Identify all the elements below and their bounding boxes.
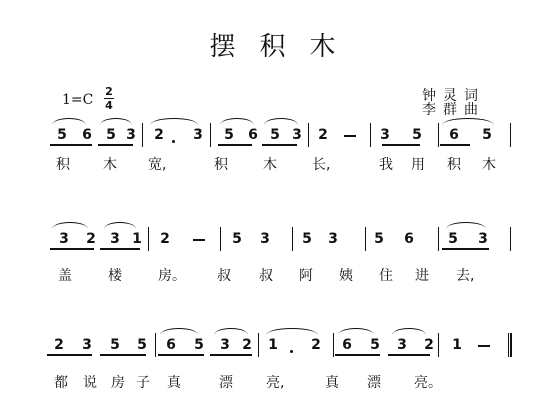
barline [510,123,511,147]
eighth-underline [440,144,470,146]
held-dash [478,345,490,347]
jianpu-note: 3 [478,231,488,247]
barline [292,227,293,251]
barline [210,123,211,147]
lyric-syllable: 姨 [339,268,353,284]
barline [155,333,156,357]
final-barline [508,333,512,357]
eighth-underline [262,144,297,146]
jianpu-note: 5 [370,337,380,353]
meter-top: 2 [105,85,113,98]
lyric-syllable: 盖 [58,268,72,284]
jianpu-note: 5 [448,231,458,247]
lyric-syllable: 木 [103,157,117,173]
lyric-syllable: 真 [167,375,181,391]
lyric-syllable: 楼 [108,268,122,284]
slur-arc [150,118,198,125]
eighth-underline [50,248,94,250]
jianpu-note: 3 [126,127,136,143]
jianpu-note: 5 [302,231,312,247]
jianpu-note: 5 [232,231,242,247]
lyric-syllable: 我 [379,157,393,173]
lyric-syllable: 长, [312,157,331,173]
jianpu-note: 5 [106,127,116,143]
jianpu-note: 6 [342,337,352,353]
jianpu-note: 3 [260,231,270,247]
lyric-syllable: 进 [415,268,429,284]
eighth-underline [47,354,92,356]
jianpu-note: 1 [452,337,462,353]
slur-arc [446,222,486,229]
jianpu-note: 1 [268,337,278,353]
barline [365,227,366,251]
held-dash [344,135,356,137]
lyric-syllable: 木 [482,157,496,173]
slur-arc [264,118,298,125]
jianpu-note: 3 [397,337,407,353]
jianpu-note: 3 [292,127,302,143]
lyric-syllable: 说 [83,375,97,391]
lyric-syllable: 木 [263,157,277,173]
lyric-syllable: 宽, [148,157,167,173]
eighth-underline [218,144,252,146]
jianpu-note: 3 [193,127,203,143]
jianpu-note: 5 [110,337,120,353]
jianpu-note: 6 [82,127,92,143]
jianpu-note: 2 [86,231,96,247]
jianpu-note: 2 [160,231,170,247]
slur-arc [338,328,374,335]
slur-arc [392,328,426,335]
jianpu-note: 3 [59,231,69,247]
jianpu-note: 5 [137,337,147,353]
meter-bottom: 4 [105,99,113,112]
jianpu-note: 5 [270,127,280,143]
barline [258,333,259,357]
eighth-underline [210,354,252,356]
eighth-underline [442,248,489,250]
barline [510,227,511,251]
lyric-syllable: 用 [411,157,425,173]
lyric-syllable: 真 [325,375,339,391]
slur-arc [52,222,88,229]
jianpu-note: 5 [224,127,234,143]
lyric-syllable: 房。 [158,268,186,284]
lyric-syllable: 都 [54,375,68,391]
augmentation-dot [172,140,175,143]
barline [438,333,439,357]
jianpu-note: 5 [57,127,67,143]
lyric-syllable: 亮, [266,375,285,391]
slur-arc [266,328,318,335]
lyric-syllable: 漂 [367,375,381,391]
lyric-syllable: 积 [214,157,228,173]
lyric-syllable: 去, [456,268,475,284]
eighth-underline [100,354,146,356]
jianpu-note: 1 [132,231,142,247]
jianpu-note: 5 [412,127,422,143]
jianpu-note: 3 [220,337,230,353]
barline [220,227,221,251]
augmentation-dot [290,350,293,353]
slur-arc [442,118,494,125]
barline [438,227,439,251]
barline [308,123,309,147]
jianpu-note: 3 [110,231,120,247]
slur-arc [160,328,198,335]
jianpu-note: 2 [242,337,252,353]
barline [438,123,439,147]
jianpu-note: 2 [154,127,164,143]
jianpu-note: 5 [374,231,384,247]
jianpu-note: 6 [248,127,258,143]
eighth-underline [382,144,420,146]
eighth-underline [158,354,204,356]
key-signature: 1=C [62,92,94,108]
slur-arc [220,118,254,125]
lyric-syllable: 积 [56,157,70,173]
jianpu-note: 3 [380,127,390,143]
eighth-underline [98,144,133,146]
barline [370,123,371,147]
lyricist-credit: 钟灵词 [422,88,485,104]
jianpu-note: 5 [194,337,204,353]
slur-arc [52,118,86,125]
barline [142,123,143,147]
jianpu-note: 6 [166,337,176,353]
slur-arc [104,222,136,229]
lyric-syllable: 住 [379,268,393,284]
lyric-syllable: 叔 [217,268,231,284]
eighth-underline [335,354,380,356]
lyric-syllable: 亮。 [414,375,442,391]
jianpu-note: 2 [54,337,64,353]
slur-arc [214,328,248,335]
barline [148,227,149,251]
composer-credit: 李群曲 [422,102,485,118]
song-title: 摆积木 [209,32,360,62]
lyric-syllable: 叔 [259,268,273,284]
jianpu-note: 6 [449,127,459,143]
jianpu-note: 2 [311,337,321,353]
jianpu-note: 2 [318,127,328,143]
barline [333,333,334,357]
time-signature [104,86,114,111]
slur-arc [100,118,132,125]
held-dash [193,239,205,241]
jianpu-note: 3 [82,337,92,353]
eighth-underline [388,354,430,356]
lyric-syllable: 房 [111,375,125,391]
lyric-syllable: 阿 [299,268,313,284]
eighth-underline [100,248,140,250]
jianpu-note: 3 [328,231,338,247]
jianpu-note: 5 [482,127,492,143]
lyric-syllable: 子 [136,375,150,391]
lyric-syllable: 漂 [219,375,233,391]
jianpu-note: 6 [404,231,414,247]
jianpu-note: 2 [424,337,434,353]
eighth-underline [50,144,92,146]
lyric-syllable: 积 [447,157,461,173]
